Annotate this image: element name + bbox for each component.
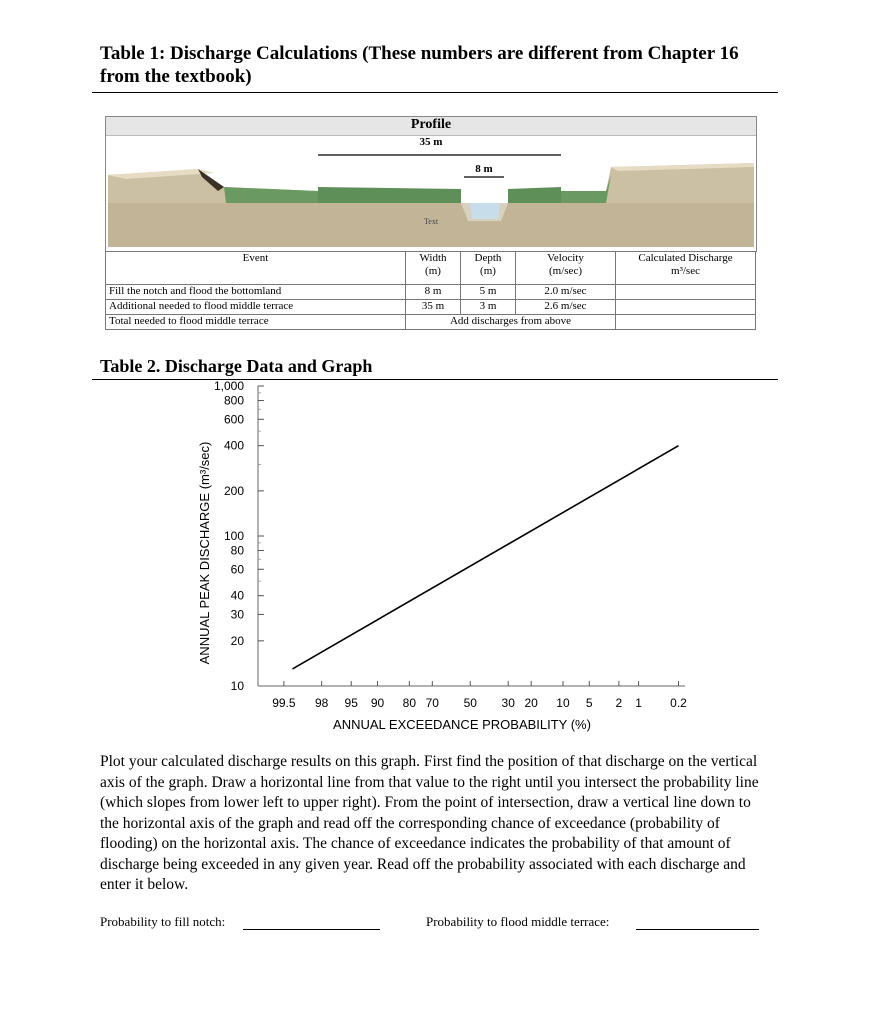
x-tick-label: 20 xyxy=(524,696,538,710)
row3-note: Add discharges from above xyxy=(406,315,616,330)
table-row xyxy=(106,285,756,300)
y-tick-label: 40 xyxy=(230,588,244,603)
y-tick-label: 10 xyxy=(230,679,244,693)
right-middle-terrace-veg xyxy=(561,175,611,203)
y-tick-label: 100 xyxy=(223,529,244,543)
table1-title: Table 1: Discharge Calculations (These numbers are different from Chapter 16 from the textbook) xyxy=(100,43,739,87)
y-tick-label: 400 xyxy=(223,438,244,453)
row1-velocity: 2.0 m/sec xyxy=(516,285,616,300)
x-tick-label: 30 xyxy=(501,696,515,710)
x-tick-label: 50 xyxy=(463,696,477,710)
discharge-calc-table xyxy=(105,251,756,330)
row1-event: Fill the notch and flood the bottomland xyxy=(106,285,406,300)
row1-width: 8 m xyxy=(406,285,461,300)
instructions-paragraph: Plot your calculated discharge results on this graph. First find the position of that discharge on the vertical axis of the graph. Draw a horizontal line from that value to the right until you intersect the probability line (which slopes from lower left to upper right). From the point of intersection, draw a vertical line down to the horizontal axis of the graph and read off the corresponding chance of exceedance (probability of flooding) on the horizontal axis. The chance of exceedance indicates the probability of that amount of discharge being exceeded in any given year. Read off the probability associated with each discharge and enter it below. xyxy=(100,753,759,893)
row2-velocity: 2.6 m/sec xyxy=(516,300,616,315)
x-tick-label: 10 xyxy=(556,696,570,710)
x-tick-label: 99.5 xyxy=(272,696,296,710)
probability-line xyxy=(293,446,679,669)
y-tick-label: 20 xyxy=(230,633,244,648)
row1-depth: 5 m xyxy=(461,285,516,300)
notch-width-label: 8 m xyxy=(475,163,493,175)
left-bottomland-veg xyxy=(318,187,461,203)
y-tick-label: 600 xyxy=(223,412,244,427)
y-tick-label: 800 xyxy=(223,393,244,408)
left-middle-terrace-veg xyxy=(224,187,318,203)
y-axis xyxy=(214,379,264,693)
y-tick-label: 80 xyxy=(230,543,244,558)
x-tick-label: 98 xyxy=(314,696,329,710)
x-axis-label: ANNUAL EXCEEDANCE PROBABILITY (%) xyxy=(333,717,591,732)
fill-notch-answer-line[interactable] xyxy=(243,929,380,930)
profile-text-tag: Text xyxy=(423,217,439,226)
table-header-row xyxy=(106,252,756,285)
row3-event: Total needed to flood middle terrace xyxy=(106,315,406,330)
x-tick-label: 70 xyxy=(425,696,439,710)
table2-title: Table 2. Discharge Data and Graph xyxy=(100,356,373,376)
x-tick-label: 2 xyxy=(615,696,623,710)
row2-width: 35 m xyxy=(406,300,461,315)
col-width: Width (m) xyxy=(406,252,461,285)
middle-terrace-answer-line[interactable] xyxy=(636,929,759,930)
y-tick-label: 200 xyxy=(223,483,244,498)
row2-event: Additional needed to flood middle terrace xyxy=(106,300,406,315)
profile-illustration xyxy=(105,116,757,252)
x-tick-label: 95 xyxy=(344,696,358,710)
y-tick-label: 1,000 xyxy=(213,379,244,393)
y-tick-label: 60 xyxy=(230,562,244,577)
col-velocity: Velocity (m/sec) xyxy=(516,252,616,285)
x-axis xyxy=(258,681,687,710)
row1-discharge-cell[interactable] xyxy=(616,285,756,300)
x-tick-label: 0.2 xyxy=(670,696,687,710)
x-tick-label: 1 xyxy=(635,696,642,710)
table-row xyxy=(106,300,756,315)
profile-title: Profile xyxy=(410,117,452,132)
x-tick-label: 90 xyxy=(370,696,385,710)
table-row xyxy=(106,315,756,330)
col-depth: Depth (m) xyxy=(461,252,516,285)
notch-water xyxy=(470,203,500,219)
y-axis-label: ANNUAL PEAK DISCHARGE (m³/sec) xyxy=(197,441,212,665)
profile-width-label: 35 m xyxy=(419,136,443,148)
middle-terrace-label: Probability to flood middle terrace: xyxy=(426,914,610,929)
x-tick-label: 80 xyxy=(402,696,417,710)
row3-discharge-cell[interactable] xyxy=(616,315,756,330)
series-layer xyxy=(293,446,679,669)
y-tick-label: 30 xyxy=(230,607,244,622)
row2-discharge-cell[interactable] xyxy=(616,300,756,315)
x-tick-label: 5 xyxy=(585,696,593,710)
col-event: Event xyxy=(106,252,406,285)
title1-rule xyxy=(92,92,778,93)
discharge-probability-chart xyxy=(0,378,876,738)
fill-notch-label: Probability to fill notch: xyxy=(100,914,226,929)
profile-cross-section xyxy=(106,117,756,251)
col-discharge: Calculated Discharge m³/sec xyxy=(616,252,756,285)
row2-depth: 3 m xyxy=(461,300,516,315)
right-bottomland-veg xyxy=(508,187,561,203)
